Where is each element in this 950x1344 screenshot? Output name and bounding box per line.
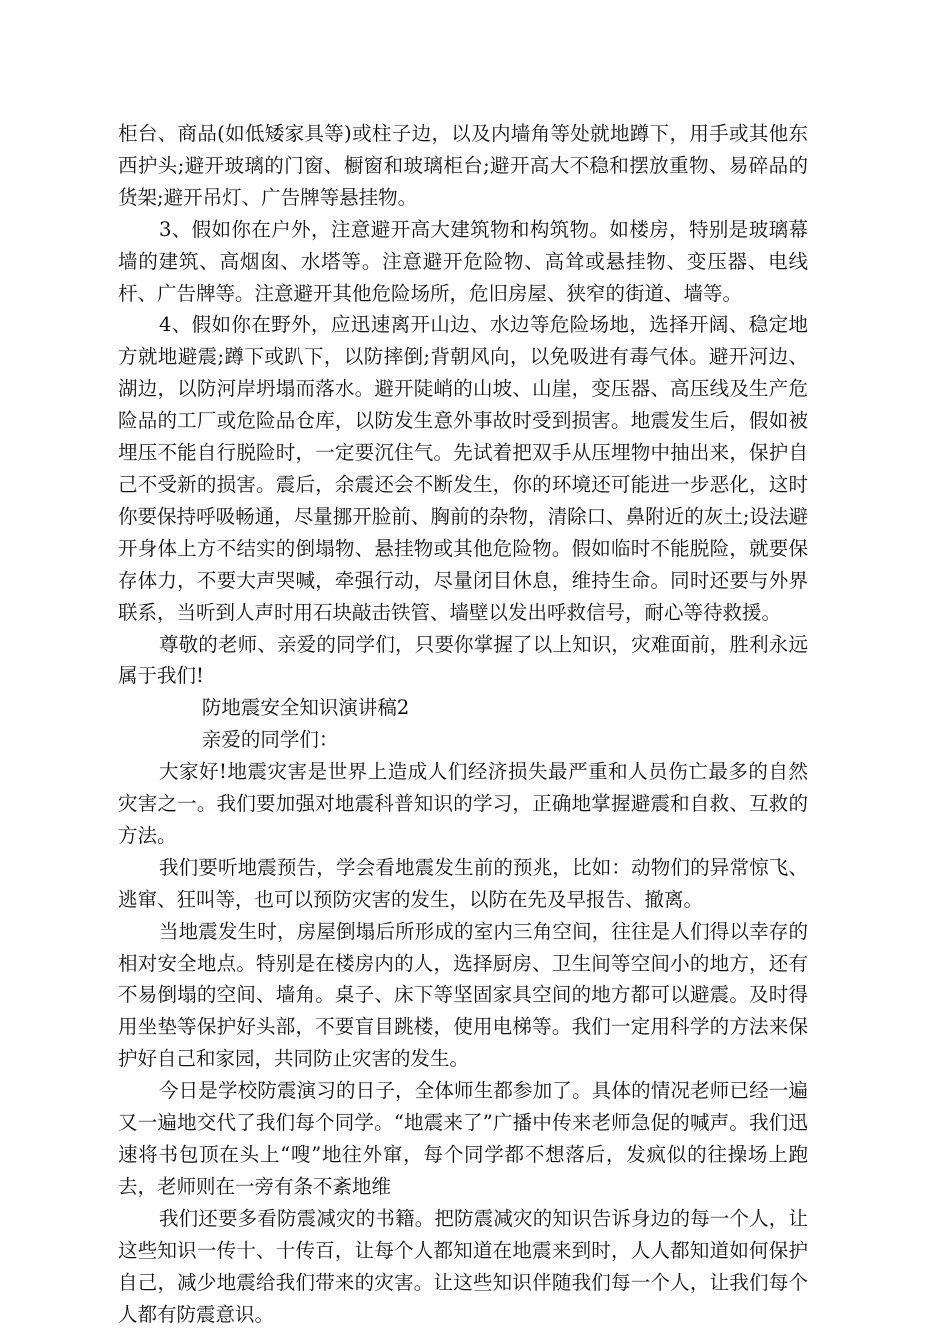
paragraph-2: 3、假如你在户外，注意避开高大建筑物和构筑物。如楼房，特别是玻璃幕墙的建筑、高烟囱、水塔等。注意避开危险物、高耸或悬挂物、变压器、电线杆、广告牌等。注意避开其他危险场所，危旧房屋、狭窄的街道、墙等。 xyxy=(118,217,808,305)
section-heading: 防地震安全知识演讲稿2 xyxy=(201,696,410,720)
paragraph-1: 柜台、商品(如低矮家具等)或柱子边，以及内墙角等处就地蹲下，用手或其他东西护头;避开玻璃的门窗、橱窗和玻璃柜台;避开高大不稳和摆放重物、易碎品的货架;避开吊灯、广告牌等悬挂物。 xyxy=(118,122,808,209)
paragraph-8: 今日是学校防震演习的日子，全体师生都参加了。具体的情况老师已经一遍又一遍地交代了我们每个同学。“地震来了”广播中传来老师急促的喊声。我们迅速将书包顶在头上“嗖”地往外窜，每个同学都不想落后，发疯似的往操场上跑去，老师则在一旁有条不紊地维 xyxy=(118,1079,808,1198)
document-page xyxy=(118,118,808,1330)
paragraph-7: 当地震发生时，房屋倒塌后所形成的室内三角空间，往往是人们得以幸存的相对安全地点。特别是在楼房内的人，选择厨房、卫生间等空间小的地方，还有不易倒塌的空间、墙角。桌子、床下等坚固家具空间的地方都可以避震。及时得用坐垫等保护好头部，不要盲目跳楼，使用电梯等。我们一定用科学的方法来保护好自己和家园，共同防止灾害的发生。 xyxy=(118,919,808,1071)
salutation: 亲爱的同学们： xyxy=(201,728,339,752)
paragraph-3: 4、假如你在野外，应迅速离开山边、水边等危险场地，选择开阔、稳定地方就地避震;蹲下或趴下，以防摔倒;背朝风向，以免吸进有毒气体。避开河边、湖边，以防河岸坍塌而落水。避开陡峭的山坡、山崖，变压器、高压线及生产危险品的工厂或危险品仓库，以防发生意外事故时受到损害。地震发生后，假如被埋压不能自行脱险时，一定要沉住气。先试着把双手从压埋物中抽出来，保护自己不受新的损害。震后，余震还会不断发生，你的环境还可能进一步恶化，这时你要保持呼吸畅通，尽量挪开脸前、胸前的杂物，清除口、鼻附近的灰土;设法避开身体上方不结实的倒塌物、悬挂物或其他危险物。假如临时不能脱险，就要保存体力，不要大声哭喊，牵强行动，尽量闭目休息，维持生命。同时还要与外界联系，当听到人声时用石块敲击铁管、墙壁以发出呼救信号，耐心等待救援。 xyxy=(118,313,808,624)
paragraph-4: 尊敬的老师、亲爱的同学们，只要你掌握了以上知识，灾难面前，胜利永远属于我们! xyxy=(118,632,808,688)
paragraph-5: 大家好!地震灾害是世界上造成人们经济损失最严重和人员伤亡最多的自然灾害之一。我们要加强对地震科普知识的学习，正确地掌握避震和自救、互救的方法。 xyxy=(118,760,808,847)
paragraph-6: 我们要听地震预告，学会看地震发生前的预兆，比如：动物们的异常惊飞、逃窜、狂叫等，也可以预防灾害的发生，以防在先及早报告、撤离。 xyxy=(118,855,808,911)
paragraph-9: 我们还要多看防震减灾的书籍。把防震减灾的知识告诉身边的每一个人，让这些知识一传十、十传百，让每个人都知道在地震来到时，人人都知道如何保护自己，减少地震给我们带来的灾害。让这些知识伴随我们每一个人，让我们每个人都有防震意识。 xyxy=(118,1206,808,1326)
